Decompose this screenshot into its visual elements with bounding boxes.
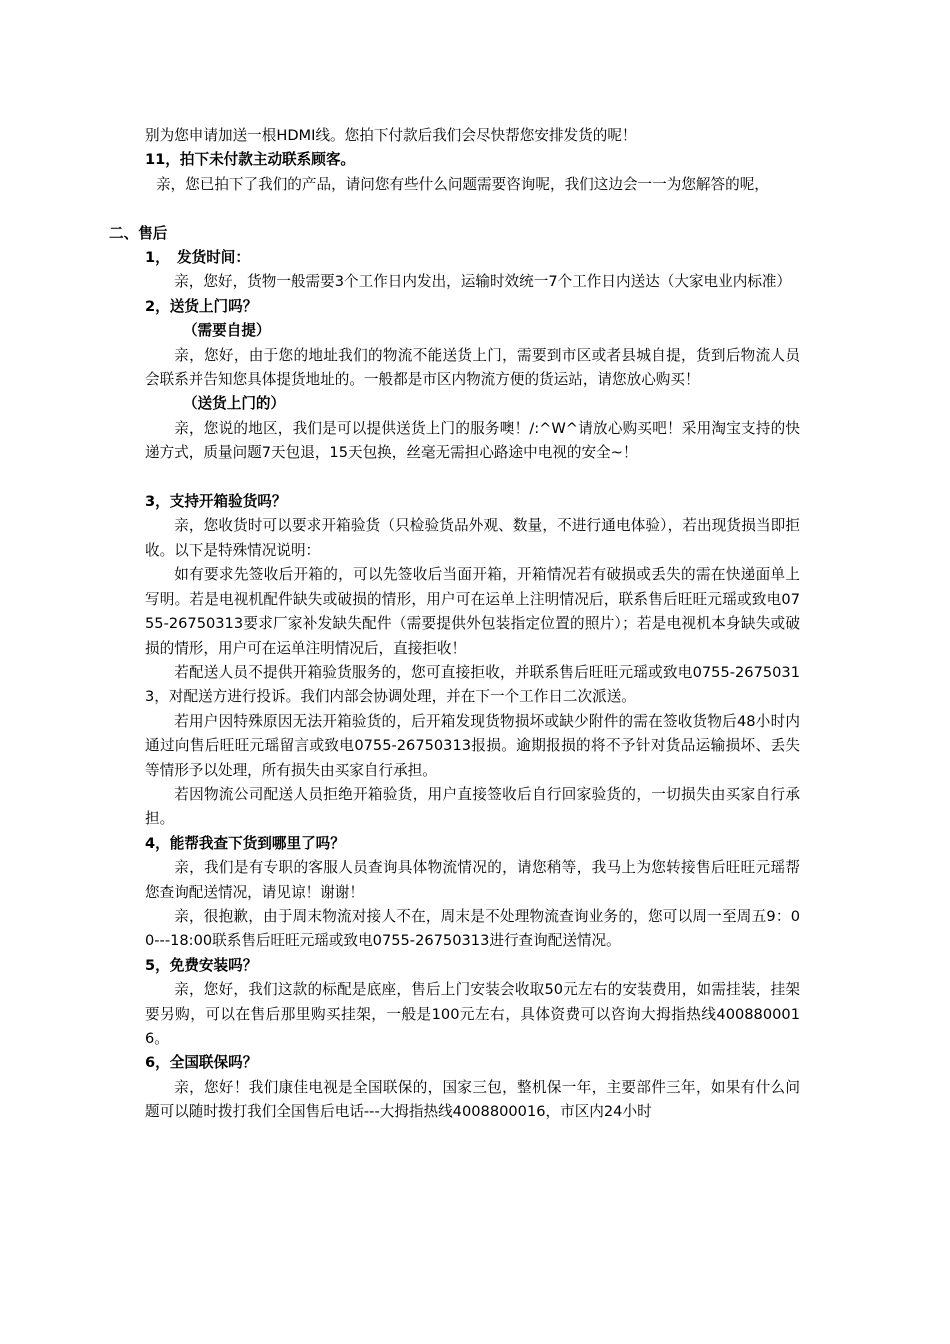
item-title: 发货时间： [177,249,250,267]
heading-unboxing-inspection: 3，支持开箱验货吗？ [145,493,287,511]
section-heading-after-sales: 二、售后 [109,224,168,242]
paragraph-self-pickup: 亲，您好，由于您的地址我们的物流不能送货上门，需要到市区或者县城自提，货到后物流人员会联系并告知您具体提货地址的。一般都是市区内物流方便的货运站，请您放心购买！ [145,346,800,389]
document-body [109,124,800,1125]
heading-free-installation: 5，免费安装吗？ [145,956,258,974]
paragraph-installation: 亲，您好，我们这款的标配是底座，售后上门安装会收取50元左右的安装费用，如需挂装，挂架要另购，可以在售后那里购买挂架，一般是100元左右，具体资费可以咨询大拇指热线4008800016。 [145,981,800,1047]
paragraph-hdmi: 别为您申请加送一根HDMI线。您拍下付款后我们会尽快帮您安排发货的呢！ [145,127,637,144]
spacer [145,197,800,221]
subheading-door-delivery: （送货上门的） [182,395,286,413]
paragraph-unboxing-1: 亲，您收货时可以要求开箱验货（只检验货品外观、数量，不进行通电体验），若出现货损当即拒收。以下是特殊情况说明： [145,517,800,559]
paragraph-track-1: 亲，我们是有专职的客服人员查询具体物流情况的，请您稍等，我马上为您转接售后旺旺元瑶帮您查询配送情况，请见谅！谢谢！ [145,859,800,901]
heading-item-11: 11，拍下未付款主动联系顾客。 [145,151,356,169]
subheading-self-pickup: （需要自提） [182,322,271,340]
spacer [145,466,800,490]
paragraph-door-delivery: 亲，您说的地区，我们是可以提供送货上门的服务噢！/:^W^请放心购买吧！采用淘宝支持的快递方式，质量问题7天包退，15天包换，丝毫无需担心路途中电视的安全~！ [145,419,800,462]
paragraph-unboxing-3: 若配送人员不提供开箱验货服务的，您可直接拒收，并联系售后旺旺元瑶或致电0755-26750313，对配送方进行投诉。我们内部会协调处理，并在下一个工作日二次派送。 [145,663,800,706]
heading-shipping-time [145,246,800,270]
heading-track-shipment: 4，能帮我查下货到哪里了吗？ [145,834,345,852]
paragraph-unboxing-4: 若用户因特殊原因无法开箱验货的，后开箱发现货物损坏或缺少附件的需在签收货物后48小时内通过向售后旺旺元瑶留言或致电0755-26750313报损。逾期报损的将不予针对货品运输损坏、丢失等情形予以处理，所有损失由买家自行承担。 [145,712,800,779]
paragraph-track-2: 亲，很抱歉，由于周末物流对接人不在，周末是不处理物流查询业务的，您可以周一至周五9：00---18:00联系售后旺旺元瑶或致电0755-26750313进行查询配送情况。 [145,907,800,950]
paragraph-shipping-time: 亲，您好，货物一般需要3个工作日内发出，运输时效统一7个工作日内送达（大家电业内标准） [174,273,792,291]
paragraph-unboxing-5: 若因物流公司配送人员拒绝开箱验货，用户直接签收后自行回家验货的，一切损失由买家自行承担。 [145,785,800,828]
heading-nationwide-warranty: 6，全国联保吗？ [145,1054,258,1072]
paragraph-warranty: 亲，您好！我们康佳电视是全国联保的，国家三包，整机保一年，主要部件三年，如果有什么问题可以随时拨打我们全国售后电话---大拇指热线4008800016，市区内24小时 [145,1078,800,1121]
item-number: 1， [145,249,170,267]
paragraph-unpaid-contact: 亲，您已拍下了我们的产品，请问您有些什么问题需要咨询呢，我们这边会一一为您解答的呢， [155,175,769,193]
heading-door-delivery: 2，送货上门吗？ [145,297,258,315]
paragraph-unboxing-2: 如有要求先签收后开箱的，可以先签收后当面开箱，开箱情况若有破损或丢失的需在快递面单上写明。若是电视机配件缺失或破损的情形，用户可在运单上注明情况后，联系售后旺旺元瑶或致电0755-26750313要求厂家补发缺失配件（需要提供外包装指定位置的照片）；若是电视机本身缺失或破损的情形，用户可在运单注明情况后，直接拒收！ [145,566,800,657]
